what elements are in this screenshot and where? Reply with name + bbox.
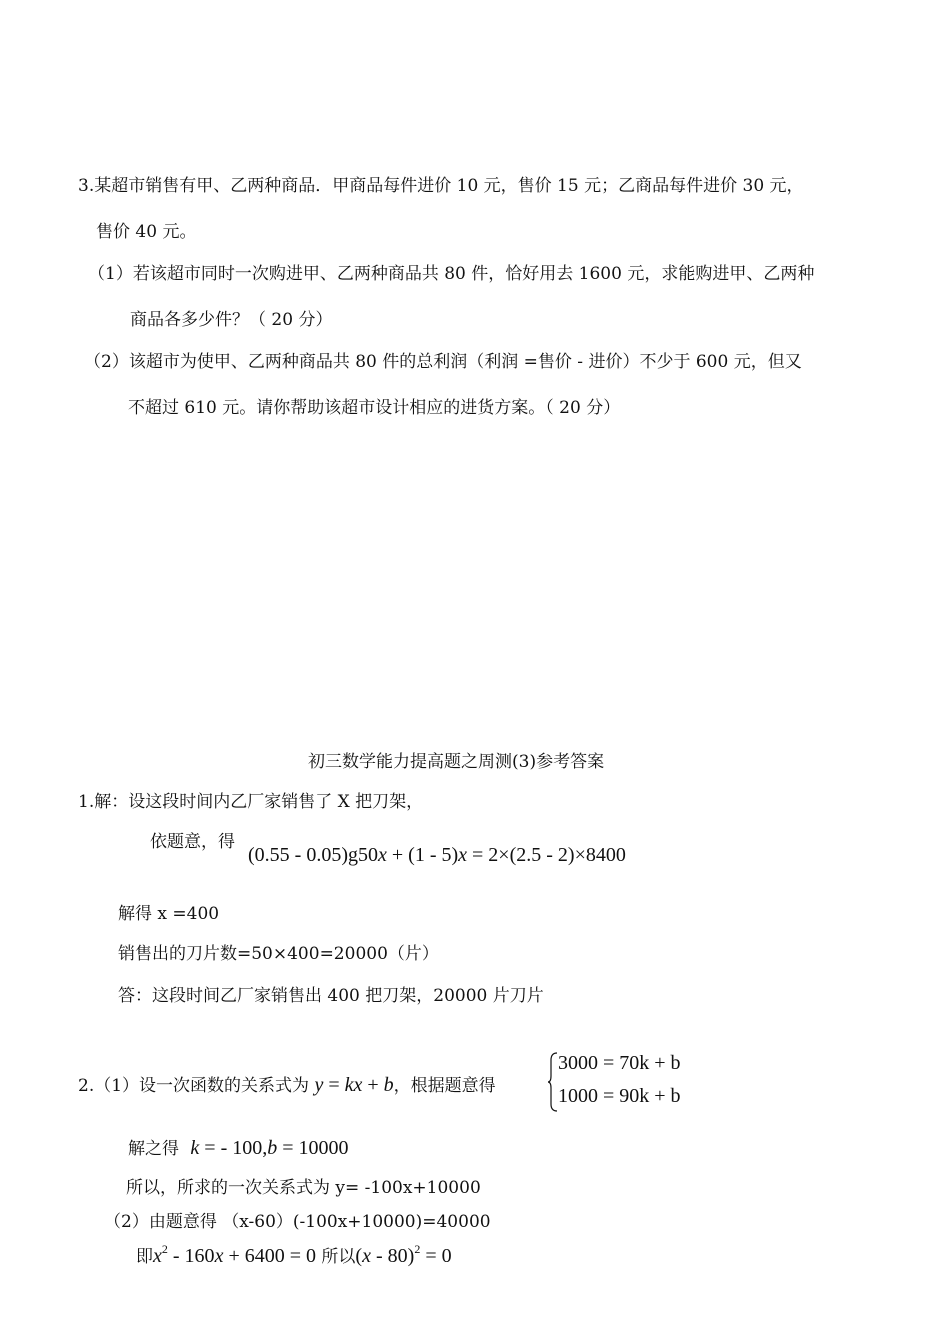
left-brace bbox=[548, 1052, 558, 1112]
answer1-conclusion: 答：这段时间乙厂家销售出 400 把刀架，20000 片刀片 bbox=[118, 986, 544, 1006]
answers-title: 初三数学能力提高题之周测(3)参考答案 bbox=[308, 752, 605, 772]
answer1-solve: 解得 x =400 bbox=[118, 904, 220, 924]
system-row-1: 3000 = 70k + b bbox=[558, 1052, 681, 1074]
answer2-final-equation: $x^2 - 160x + 6400 = 0$ bbox=[153, 1242, 317, 1267]
problem3-q1-line2: 商品各多少件？（ 20 分） bbox=[130, 310, 333, 330]
problem3-q2-line1: （2）该超市为使甲、乙两种商品共 80 件的总利润（利润 =售价 - 进价）不少于 600 元，但又 bbox=[84, 352, 802, 372]
answer1-setup-label: 依题意，得 bbox=[150, 832, 235, 852]
answer1-equation: (0.55 - 0.05)g50x + (1 - 5)x = 2×(2.5 - 2)×8400 bbox=[248, 844, 626, 866]
answer2-relation: 所以，所求的一次关系式为 y= -100x+10000 bbox=[126, 1178, 481, 1198]
system-row-2: 1000 = 90k + b bbox=[558, 1085, 681, 1107]
answer2-solve: 解之得 k = - 100,b = 10000 bbox=[128, 1137, 349, 1159]
answer2-q2: （2）由题意得 （x-60）(-100x+10000)=40000 bbox=[104, 1212, 491, 1232]
equation-system bbox=[548, 1052, 708, 1112]
answer1-blades: 销售出的刀片数=50×400=20000（片） bbox=[118, 944, 439, 964]
problem3-q2-line2: 不超过 610 元。请你帮助该超市设计相应的进货方案。（ 20 分） bbox=[128, 398, 621, 418]
answer2-intro: 2.（1）设一次函数的关系式为 y = kx + b，根据题意得 bbox=[78, 1074, 496, 1096]
answer2-final-square: (x - 80)$^2$ = 0 bbox=[355, 1242, 452, 1267]
problem3-q1-line1: （1）若该超市同时一次购进甲、乙两种商品共 80 件，恰好用去 1600 元，求能购进甲、乙两种 bbox=[88, 264, 815, 284]
problem3-line2: 售价 40 元。 bbox=[96, 222, 197, 242]
problem3-line1: 3.某超市销售有甲、乙两种商品．甲商品每件进价 10 元，售价 15 元；乙商品每件进价 30 元， bbox=[78, 176, 804, 196]
answer1-intro: 1.解：设这段时间内乙厂家销售了 X 把刀架， bbox=[78, 792, 424, 812]
answer2-final: 即$x^2 - 160x + 6400 = 0$ 所以(x - 80)$^2$ = 0 bbox=[136, 1242, 452, 1267]
answer2-function: y = kx + b bbox=[314, 1074, 394, 1096]
answer2-solution: k = - 100,b = 10000 bbox=[190, 1137, 349, 1159]
